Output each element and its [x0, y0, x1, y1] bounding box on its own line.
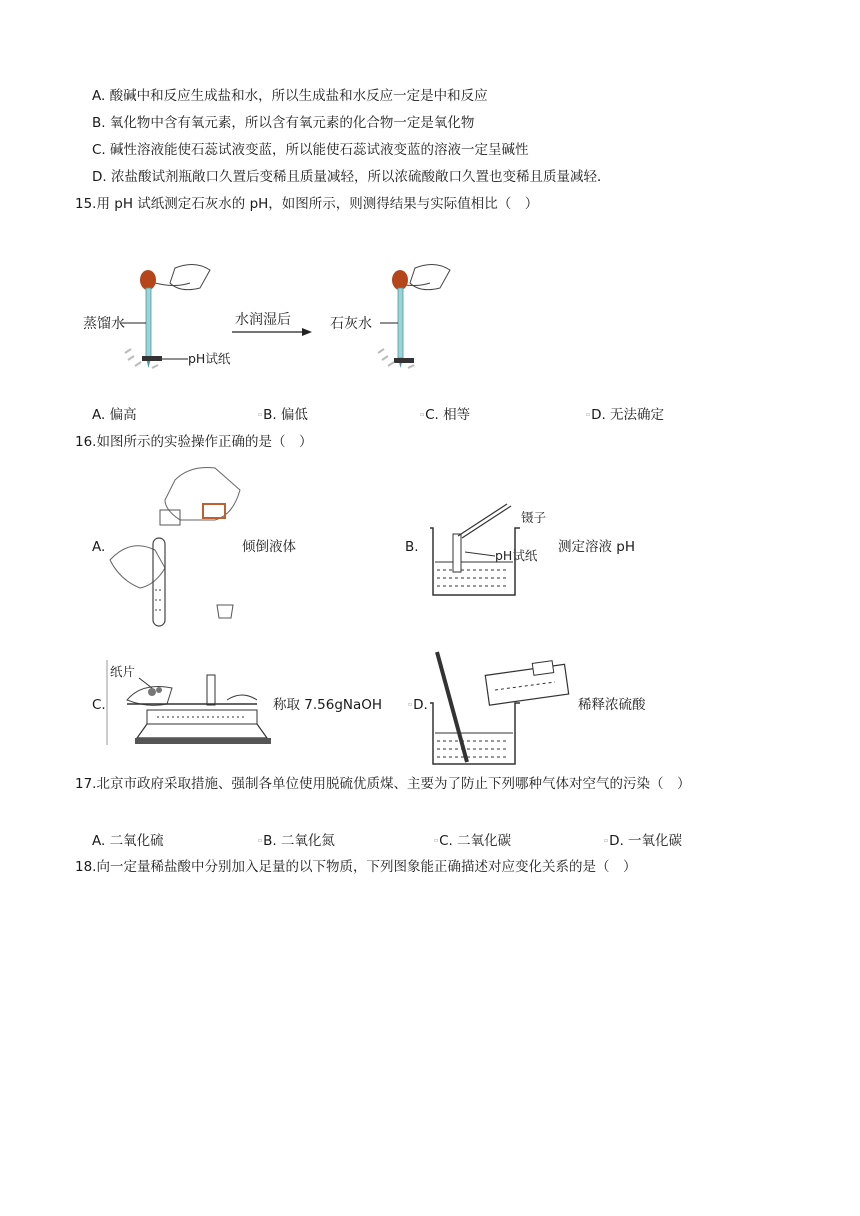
q16-stem: 16.如图所示的实验操作正确的是（ ）	[75, 434, 313, 450]
q16-d-figure	[425, 648, 575, 768]
right-dropper-illustration	[378, 264, 450, 368]
q16-d-caption: 稀释浓硫酸	[578, 697, 646, 713]
q18-stem: 18.向一定量稀盐酸中分别加入足量的以下物质，下列图象能正确描述对应变化关系的是（ ）	[75, 859, 637, 875]
paper-label: pH试纸	[188, 351, 231, 366]
q16-d-letter: ▫D.	[408, 697, 428, 713]
q16-c-letter: C.	[92, 697, 106, 713]
ph-paper-label: pH试纸	[495, 548, 538, 563]
q15-option-c: ▫C. 相等	[420, 407, 471, 423]
q16-c-figure	[107, 660, 277, 748]
q14-option-c: C. 碱性溶液能使石蕊试液变蓝，所以能使石蕊试液变蓝的溶液一定呈碱性	[92, 142, 529, 158]
q17-option-a: A. 二氧化硫	[92, 833, 164, 849]
q14-option-d: D. 浓盐酸试剂瓶敞口久置后变稀且质量减轻，所以浓硫酸敞口久置也变稀且质量减轻．	[92, 169, 611, 185]
arrow-label: 水润湿后	[235, 312, 291, 328]
q15-stem: 15.用 pH 试纸测定石灰水的 pH，如图所示，则测得结果与实际值相比（ ）	[75, 196, 539, 212]
q17-stem: 17.北京市政府采取措施、强制各单位使用脱硫优质煤、主要为了防止下列哪种气体对空气的污染（ ）	[75, 776, 691, 792]
right-label: 石灰水	[330, 316, 372, 332]
tweezers-label: 镊子	[521, 510, 547, 525]
left-label: 蒸馏水	[83, 316, 125, 332]
q14-option-a: A. 酸碱中和反应生成盐和水，所以生成盐和水反应一定是中和反应	[92, 88, 488, 104]
q16-c-caption: 称取 7.56gNaOH	[273, 697, 383, 713]
q16-b-letter: B.	[405, 539, 419, 555]
q16-b-figure	[425, 500, 565, 600]
q15-option-d: ▫D. 无法确定	[586, 407, 665, 423]
q16-b-caption: 测定溶液 pH	[558, 539, 636, 555]
q14-option-b: B. 氧化物中含有氧元素，所以含有氧元素的化合物一定是氧化物	[92, 115, 475, 131]
q15-option-a: A. 偏高	[92, 407, 137, 423]
q15-option-b: ▫B. 偏低	[258, 407, 308, 423]
q15-figure	[80, 258, 480, 383]
q17-option-b: ▫B. 二氧化氮	[258, 833, 335, 849]
q16-a-letter: A.	[92, 539, 106, 555]
q16-a-figure	[105, 460, 245, 630]
q17-option-c: ▫C. 二氧化碳	[434, 833, 512, 849]
q17-option-d: ▫D. 一氧化碳	[604, 833, 683, 849]
paper-slip-label: 纸片	[110, 664, 136, 679]
q16-a-caption: 倾倒液体	[242, 539, 296, 555]
